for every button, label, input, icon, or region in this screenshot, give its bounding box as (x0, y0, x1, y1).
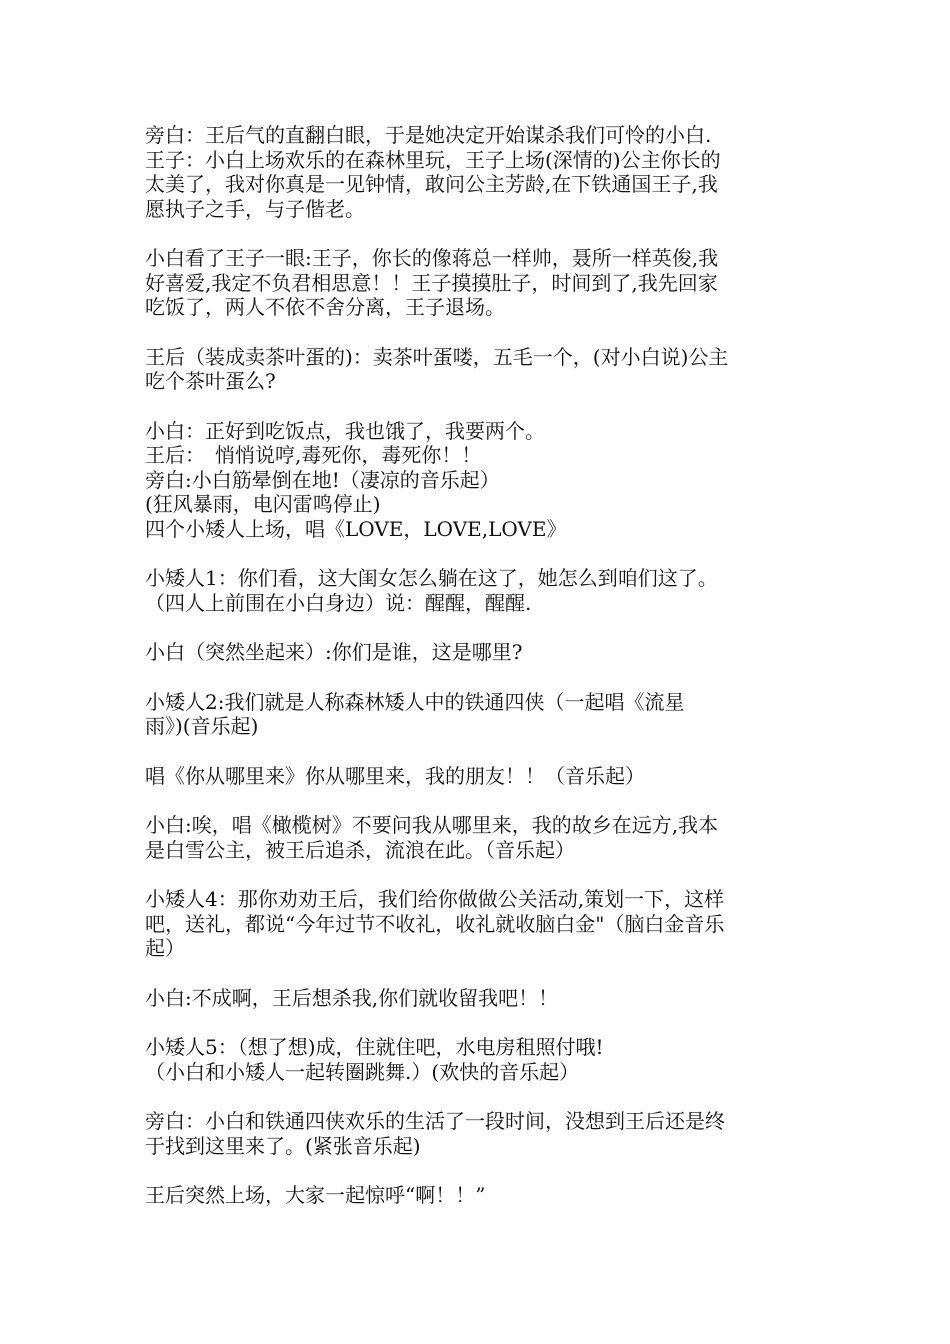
text-line: 王后突然上场，大家一起惊呼“啊！！” (145, 1183, 486, 1207)
paragraph (145, 1035, 810, 1084)
document-page (145, 123, 810, 1233)
text-line: 吃饭了，两人不依不舍分离，王子退场。 (145, 295, 505, 319)
text-line: 旁白：小白和铁通四侠欢乐的生活了一段时间，没想到王后还是终 (145, 1109, 725, 1133)
text-line: 四个小矮人上场，唱《LOVE，LOVE,LOVE》 (145, 516, 567, 541)
text-line: 愿执子之手，与子偕老。 (145, 196, 365, 221)
text-line: （小白和小矮人一起转圈跳舞.）(欢快的音乐起） (145, 1059, 580, 1084)
text-line: 起） (145, 936, 185, 960)
text-line: 王后： 悄悄说哼,毒死你，毒死你！！ (145, 443, 482, 467)
text-line: 小矮人1：你们看，这大闺女怎么躺在这了，她怎么到咱们这了。 (145, 566, 718, 590)
text-line: 小白：正好到吃饭点，我也饿了，我要两个。 (145, 418, 545, 443)
text-line: 小白:唉，唱《橄榄树》不要问我从哪里来，我的故乡在远方,我本 (145, 813, 719, 837)
text-line: 小白（突然坐起来）:你们是谁，这是哪里? (145, 640, 523, 664)
text-line: 好喜爱,我定不负君相思意！！王子摸摸肚子，时间到了,我先回家 (145, 270, 718, 295)
text-line: 吃个茶叶蛋么? (145, 369, 276, 393)
text-line: 小矮人5：（想了想)成，住就住吧，水电房租照付哦! (145, 1035, 604, 1059)
text-line: 小矮人2:我们就是人称森林矮人中的铁通四侠（一起唱《流星 (145, 689, 685, 714)
text-line: 王后（装成卖茶叶蛋的)：卖茶叶蛋喽，五毛一个，(对小白说)公主 (145, 344, 729, 369)
paragraph (145, 986, 810, 1011)
text-line: 王子：小白上场欢乐的在森林里玩，王子上场(深情的)公主你长的 (145, 147, 721, 172)
text-line: (狂风暴雨，电闪雷鸣停止) (145, 492, 381, 516)
text-line: 小矮人4：那你劝劝王后，我们给你做做公关活动,策划一下，这样 (145, 887, 725, 911)
text-line: 旁白：王后气的直翻白眼，于是她决定开始谋杀我们可怜的小白. (145, 123, 712, 147)
paragraph (145, 690, 810, 739)
paragraph (145, 419, 810, 542)
paragraph (145, 1109, 810, 1158)
paragraph (145, 246, 810, 320)
paragraph (145, 813, 810, 862)
text-line: （四人上前围在小白身边）说：醒醒，醒醒. (145, 590, 532, 615)
paragraph (145, 640, 810, 665)
paragraph (145, 345, 810, 394)
text-line: 吧，送礼，都说“今年过节不收礼，收礼就收脑白金"（脑白金音乐 (145, 911, 725, 936)
paragraph (145, 123, 810, 221)
paragraph (145, 764, 810, 789)
text-line: 雨》)(音乐起) (145, 714, 259, 738)
paragraph (145, 887, 810, 961)
text-line: 太美了，我对你真是一见钟情，敢问公主芳龄,在下铁通国王子,我 (145, 172, 718, 196)
text-line: 于找到这里来了。(紧张音乐起) (145, 1133, 421, 1158)
text-line: 是白雪公主，被王后追杀，流浪在此。（音乐起） (145, 837, 575, 862)
text-line: 小白:不成啊，王后想杀我,你们就收留我吧！！ (145, 985, 559, 1010)
text-line: 小白看了王子一眼:王子，你长的像蒋总一样帅，聂所一样英俊,我 (145, 246, 719, 270)
paragraph (145, 1183, 810, 1208)
text-line: 唱《你从哪里来》你从哪里来，我的朋友！！（音乐起） (145, 763, 645, 788)
paragraph (145, 566, 810, 615)
text-line: 旁白:小白筋晕倒在地!（凄凉的音乐起） (145, 467, 500, 492)
